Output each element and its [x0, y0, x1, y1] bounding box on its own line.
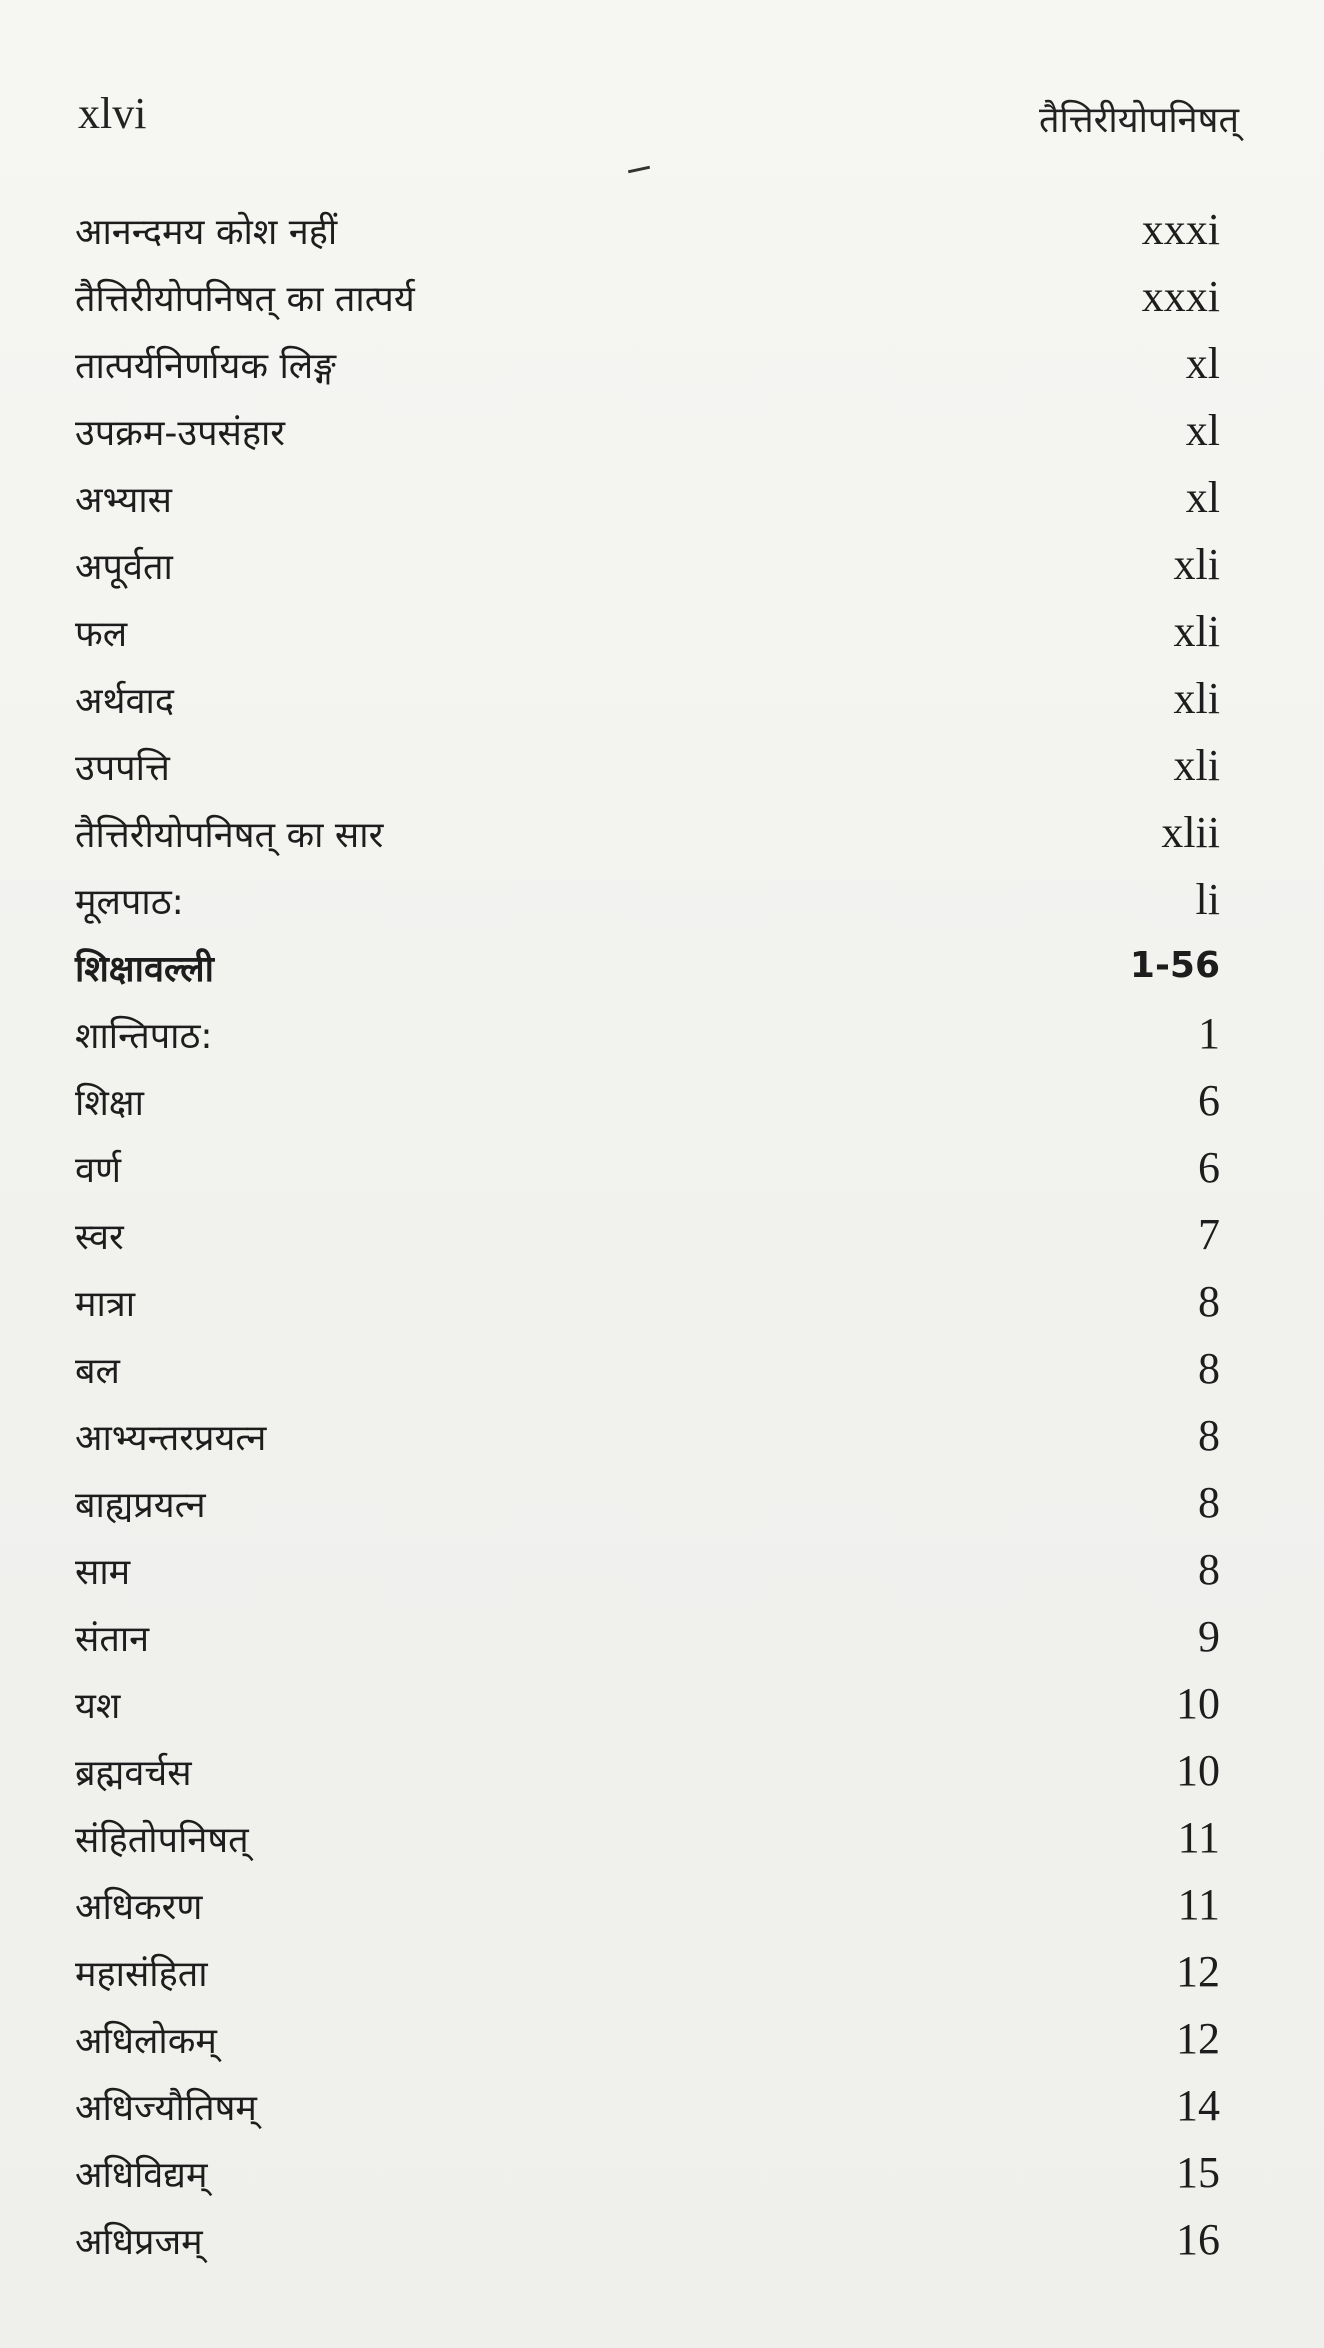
toc-entry-page: 6 [1198, 1143, 1220, 1192]
toc-entry-title: महासंहिता [75, 1954, 208, 1995]
toc-entry-page: xl [1185, 473, 1220, 522]
toc-entry-page: 16 [1176, 2215, 1220, 2264]
toc-entry-title: शिक्षावल्ली [75, 949, 214, 990]
toc-entry-title: अधिकरण [75, 1887, 203, 1928]
toc-entry [75, 397, 1220, 464]
toc-entry-page: 11 [1177, 1880, 1220, 1929]
toc-entry [75, 1335, 1220, 1402]
toc-entry [75, 598, 1220, 665]
toc-entry-page: 10 [1176, 1679, 1220, 1728]
toc-entry-page: 15 [1176, 2148, 1220, 2197]
toc-entry-title: स्वर [75, 1217, 124, 1258]
toc-entry [75, 1670, 1220, 1737]
toc-entry-page: 1 [1198, 1009, 1220, 1058]
toc-entry [75, 263, 1220, 330]
toc-entry-title: तैत्तिरीयोपनिषत् का तात्पर्य [75, 279, 415, 320]
toc-entry [75, 1871, 1220, 1938]
toc-entry [75, 2072, 1220, 2139]
toc-entry-page: 8 [1198, 1478, 1220, 1527]
toc-entry-title: अर्थवाद [75, 681, 174, 722]
toc-entry [75, 196, 1220, 263]
toc-entry-page: 8 [1198, 1277, 1220, 1326]
toc-entry-page: 11 [1177, 1813, 1220, 1862]
toc-entry-page: xl [1185, 339, 1220, 388]
print-mark [628, 166, 650, 174]
toc-entry-page: 9 [1198, 1612, 1220, 1661]
toc-entry-page: 8 [1198, 1411, 1220, 1460]
toc-entry-title: शान्तिपाठ: [75, 1016, 213, 1057]
toc-entry-title: वर्ण [75, 1150, 122, 1191]
toc-entry-page: xli [1173, 741, 1220, 790]
toc-entry [75, 1067, 1220, 1134]
toc-entry-title: आनन्दमय कोश नहीं [75, 212, 338, 253]
toc-entry-title: मूलपाठ: [75, 882, 184, 923]
toc-entry-title: यश [75, 1686, 121, 1727]
toc-entry-page: 8 [1198, 1344, 1220, 1393]
page-number-roman: xlvi [78, 89, 147, 138]
toc-entry [75, 464, 1220, 531]
toc-entry-title: संतान [75, 1619, 150, 1660]
toc-entry-page: 12 [1176, 2014, 1220, 2063]
toc-entry [75, 1268, 1220, 1335]
toc-entry [75, 2206, 1220, 2273]
toc-entry [75, 1201, 1220, 1268]
toc-entry-page: 10 [1176, 1746, 1220, 1795]
toc-entry-page: 14 [1176, 2081, 1220, 2130]
toc-entry-page: xli [1173, 674, 1220, 723]
toc-entry-title: अभ्यास [75, 480, 173, 521]
running-title: तैत्तिरीयोपनिषत् [1038, 100, 1239, 141]
toc-entry-title: अधिज्यौतिषम् [75, 2088, 257, 2129]
toc-entry [75, 1603, 1220, 1670]
toc-entry [75, 1938, 1220, 2005]
toc-entry-title: संहितोपनिषत् [75, 1820, 249, 1861]
toc-entry-page: li [1195, 875, 1220, 924]
toc-entry-title: अधिविद्यम् [75, 2155, 208, 2196]
toc-entry [75, 1402, 1220, 1469]
toc-entry-title: साम [75, 1552, 131, 1593]
toc-entry-title: अपूर्वता [75, 547, 173, 588]
toc-entry [75, 866, 1220, 933]
toc-entry-page: 6 [1198, 1076, 1220, 1125]
toc-entry [75, 1000, 1220, 1067]
toc-entry-page: 12 [1176, 1947, 1220, 1996]
toc-entry [75, 732, 1220, 799]
toc-entry-title: मात्रा [75, 1284, 136, 1325]
toc-entry-title: बाह्यप्रयत्न [75, 1485, 206, 1526]
toc-entry [75, 799, 1220, 866]
toc-entry [75, 665, 1220, 732]
toc-entry-page: 7 [1198, 1210, 1220, 1259]
toc-entry-title: तैत्तिरीयोपनिषत् का सार [75, 815, 384, 856]
toc-entry [75, 2139, 1220, 2206]
toc-entry [75, 1737, 1220, 1804]
toc-entry [75, 330, 1220, 397]
toc-entry-page: 8 [1198, 1545, 1220, 1594]
toc-entry-page: xli [1173, 607, 1220, 656]
page-header [78, 88, 1239, 148]
toc-entry-title: ब्रह्मवर्चस [75, 1753, 192, 1794]
table-of-contents [75, 196, 1220, 2273]
toc-entry-page: 1-56 [1129, 945, 1220, 986]
toc-entry-page: xli [1173, 540, 1220, 589]
toc-entry-title: आभ्यन्तरप्रयत्न [75, 1418, 267, 1459]
toc-entry-title: उपपत्ति [75, 748, 170, 789]
toc-entry-page: xxxi [1141, 205, 1220, 254]
toc-entry-page: xl [1185, 406, 1220, 455]
toc-entry-title: अधिलोकम् [75, 2021, 217, 2062]
toc-entry-title: फल [75, 614, 128, 655]
toc-entry-title: अधिप्रजम् [75, 2222, 203, 2263]
toc-entry-title: शिक्षा [75, 1083, 144, 1124]
toc-entry-title: उपक्रम-उपसंहार [75, 413, 286, 454]
toc-entry [75, 1804, 1220, 1871]
toc-section-heading [75, 933, 1220, 1000]
toc-entry [75, 1469, 1220, 1536]
toc-entry [75, 1536, 1220, 1603]
toc-entry [75, 1134, 1220, 1201]
toc-entry-page: xxxi [1141, 272, 1220, 321]
toc-entry-title: बल [75, 1351, 120, 1392]
toc-entry-page: xlii [1161, 808, 1220, 857]
toc-entry [75, 2005, 1220, 2072]
toc-entry [75, 531, 1220, 598]
toc-entry-title: तात्पर्यनिर्णायक लिङ्ग [75, 346, 336, 387]
